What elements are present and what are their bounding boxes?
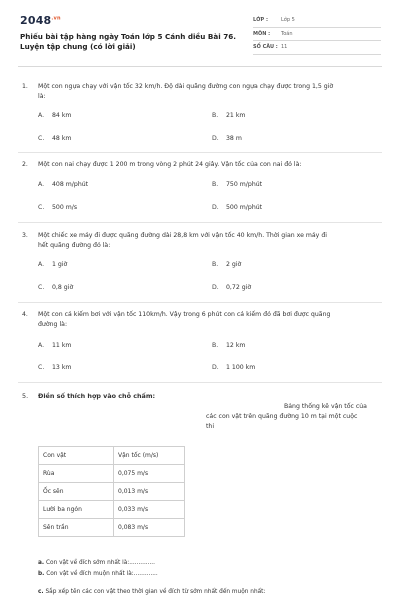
- caption-line: Bảng thống kê vận tốc của: [284, 403, 367, 410]
- meta-key: LỚP :: [253, 17, 268, 24]
- option-label: A.: [38, 342, 45, 349]
- fill-label: c.: [38, 589, 44, 595]
- meta-row-count: [253, 41, 381, 55]
- option-text: 500 m/phút: [226, 204, 263, 211]
- question-line: là:: [38, 92, 46, 100]
- table-row: [39, 483, 185, 501]
- option-c[interactable]: [38, 135, 71, 142]
- caption-line: các con vật trên quãng đường 10 m tại một cuộc: [206, 413, 358, 420]
- fill-in-b[interactable]: [38, 571, 158, 577]
- question-line: Một con nai chạy được 1 200 m trong vòng 2 phút 24 giây. Vận tốc của con nai đó là:: [38, 161, 302, 168]
- table-header-cell: Vận tốc (m/s): [114, 447, 185, 465]
- option-d[interactable]: [212, 135, 242, 142]
- fill-label: b.: [38, 571, 45, 577]
- option-a[interactable]: [38, 181, 88, 188]
- question-number: 4.: [22, 311, 28, 318]
- question-line: đường là:: [38, 320, 68, 328]
- option-c[interactable]: [38, 364, 71, 371]
- caption-line: thi: [206, 423, 215, 430]
- table-row: [39, 465, 185, 483]
- option-text: 21 km: [226, 112, 246, 119]
- logo-suffix: .vn: [51, 15, 61, 22]
- option-d[interactable]: [212, 204, 262, 211]
- worksheet-header: [18, 10, 384, 60]
- fill-text: Con vật về đích muộn nhất là:.............: [46, 571, 158, 577]
- option-text: 0,8 giờ: [52, 284, 74, 291]
- question-divider: [18, 382, 382, 383]
- option-a[interactable]: [38, 112, 71, 119]
- title-line-2: Luyện tập chung (có lời giải): [20, 42, 136, 51]
- fill-text: Sắp xếp tên các con vật theo thời gian về đích từ sớm nhất đến muộn nhất:: [45, 589, 266, 595]
- option-label: D.: [212, 364, 219, 371]
- option-b[interactable]: [212, 342, 245, 349]
- option-label: B.: [212, 261, 219, 268]
- option-label: A.: [38, 112, 45, 119]
- table-caption: [206, 402, 382, 432]
- option-text: 11 km: [52, 342, 72, 349]
- fill-in-c[interactable]: [38, 589, 265, 595]
- header-divider: [18, 66, 382, 67]
- table-cell: Ốc sên: [39, 483, 114, 501]
- fill-text: Con vật về đích sớm nhất là:..............: [45, 560, 155, 566]
- table-header-row: [39, 447, 185, 465]
- option-d[interactable]: [212, 364, 255, 371]
- question-text: [38, 160, 384, 170]
- meta-key: MÔN :: [253, 30, 271, 37]
- meta-table: [253, 14, 381, 55]
- worksheet-title: [20, 32, 250, 52]
- option-c[interactable]: [38, 204, 77, 211]
- meta-value: 11: [281, 44, 288, 51]
- fill-in-a[interactable]: [38, 560, 155, 566]
- option-text: 2 giờ: [226, 261, 242, 268]
- option-label: D.: [212, 135, 219, 142]
- option-d[interactable]: [212, 284, 251, 291]
- animal-speed-table: [38, 446, 185, 537]
- option-b[interactable]: [212, 112, 245, 119]
- option-label: B.: [212, 342, 219, 349]
- question-divider: [18, 152, 382, 153]
- option-text: 0,72 giờ: [226, 284, 252, 291]
- option-text: 500 m/s: [52, 204, 78, 211]
- option-label: D.: [212, 284, 219, 291]
- table-cell: 0,075 m/s: [114, 465, 185, 483]
- option-a[interactable]: [38, 342, 71, 349]
- title-line-1: Phiếu bài tập hàng ngày Toán lớp 5 Cánh diều Bài 76.: [20, 32, 236, 41]
- option-text: 84 km: [52, 112, 72, 119]
- option-text: 1 giờ: [52, 261, 68, 268]
- table-cell: 0,013 m/s: [114, 483, 185, 501]
- question-number: 3.: [22, 232, 28, 239]
- table-cell: Lười ba ngón: [39, 501, 114, 519]
- table-header-cell: Con vật: [39, 447, 114, 465]
- question-line: Một con ngựa chạy với vận tốc 32 km/h. Độ dài quãng đường con ngựa chạy được trong 1,5 giờ: [38, 83, 334, 90]
- option-label: C.: [38, 135, 45, 142]
- question-number: 1.: [22, 83, 28, 90]
- question-number: 5.: [22, 392, 29, 400]
- option-text: 750 m/phút: [226, 181, 263, 188]
- option-label: A.: [38, 261, 45, 268]
- option-b[interactable]: [212, 261, 241, 268]
- table-cell: Rùa: [39, 465, 114, 483]
- option-text: 38 m: [226, 135, 242, 142]
- question-text: [38, 231, 384, 250]
- meta-value: Toán: [281, 30, 293, 37]
- option-c[interactable]: [38, 284, 73, 291]
- option-label: C.: [38, 204, 45, 211]
- logo-text: 2048: [20, 14, 52, 27]
- question-divider: [18, 302, 382, 303]
- option-text: 48 km: [52, 135, 72, 142]
- question-line: Một chiếc xe máy đi được quãng đường dài 28,8 km với vận tốc 40 km/h. Thời gian xe máy đi: [38, 232, 327, 239]
- question-number: 2.: [22, 161, 28, 168]
- option-label: A.: [38, 181, 45, 188]
- table-cell: Sên trần: [39, 519, 114, 537]
- question-divider: [18, 222, 382, 223]
- option-text: 1 100 km: [226, 364, 256, 371]
- meta-key: SỐ CÂU :: [253, 44, 278, 51]
- option-label: D.: [212, 204, 219, 211]
- question-text: [38, 310, 384, 329]
- fill-label: a.: [38, 560, 45, 566]
- table-cell: 0,083 m/s: [114, 519, 185, 537]
- option-text: 408 m/phút: [52, 181, 89, 188]
- option-label: B.: [212, 181, 219, 188]
- option-label: C.: [38, 364, 45, 371]
- question-instruction: Điền số thích hợp vào chỗ chấm:: [38, 392, 156, 400]
- question-line: hết quãng đường đó là:: [38, 241, 111, 249]
- meta-row-subject: [253, 28, 381, 42]
- option-label: C.: [38, 284, 45, 291]
- option-b[interactable]: [212, 181, 262, 188]
- meta-value: Lớp 5: [281, 17, 295, 24]
- table-row: [39, 501, 185, 519]
- option-text: 12 km: [226, 342, 246, 349]
- option-a[interactable]: [38, 261, 67, 268]
- option-label: B.: [212, 112, 219, 119]
- table-row: [39, 519, 185, 537]
- option-text: 13 km: [52, 364, 72, 371]
- meta-row-class: [253, 14, 381, 28]
- table-cell: 0,033 m/s: [114, 501, 185, 519]
- question-text: [38, 82, 384, 101]
- question-line: Một con cá kiếm bơi với vận tốc 110km/h. Vậy trong 6 phút con cá kiếm đó đã bơi được quãng: [38, 311, 331, 318]
- site-logo[interactable]: [20, 14, 61, 27]
- question-5-heading: [22, 392, 155, 400]
